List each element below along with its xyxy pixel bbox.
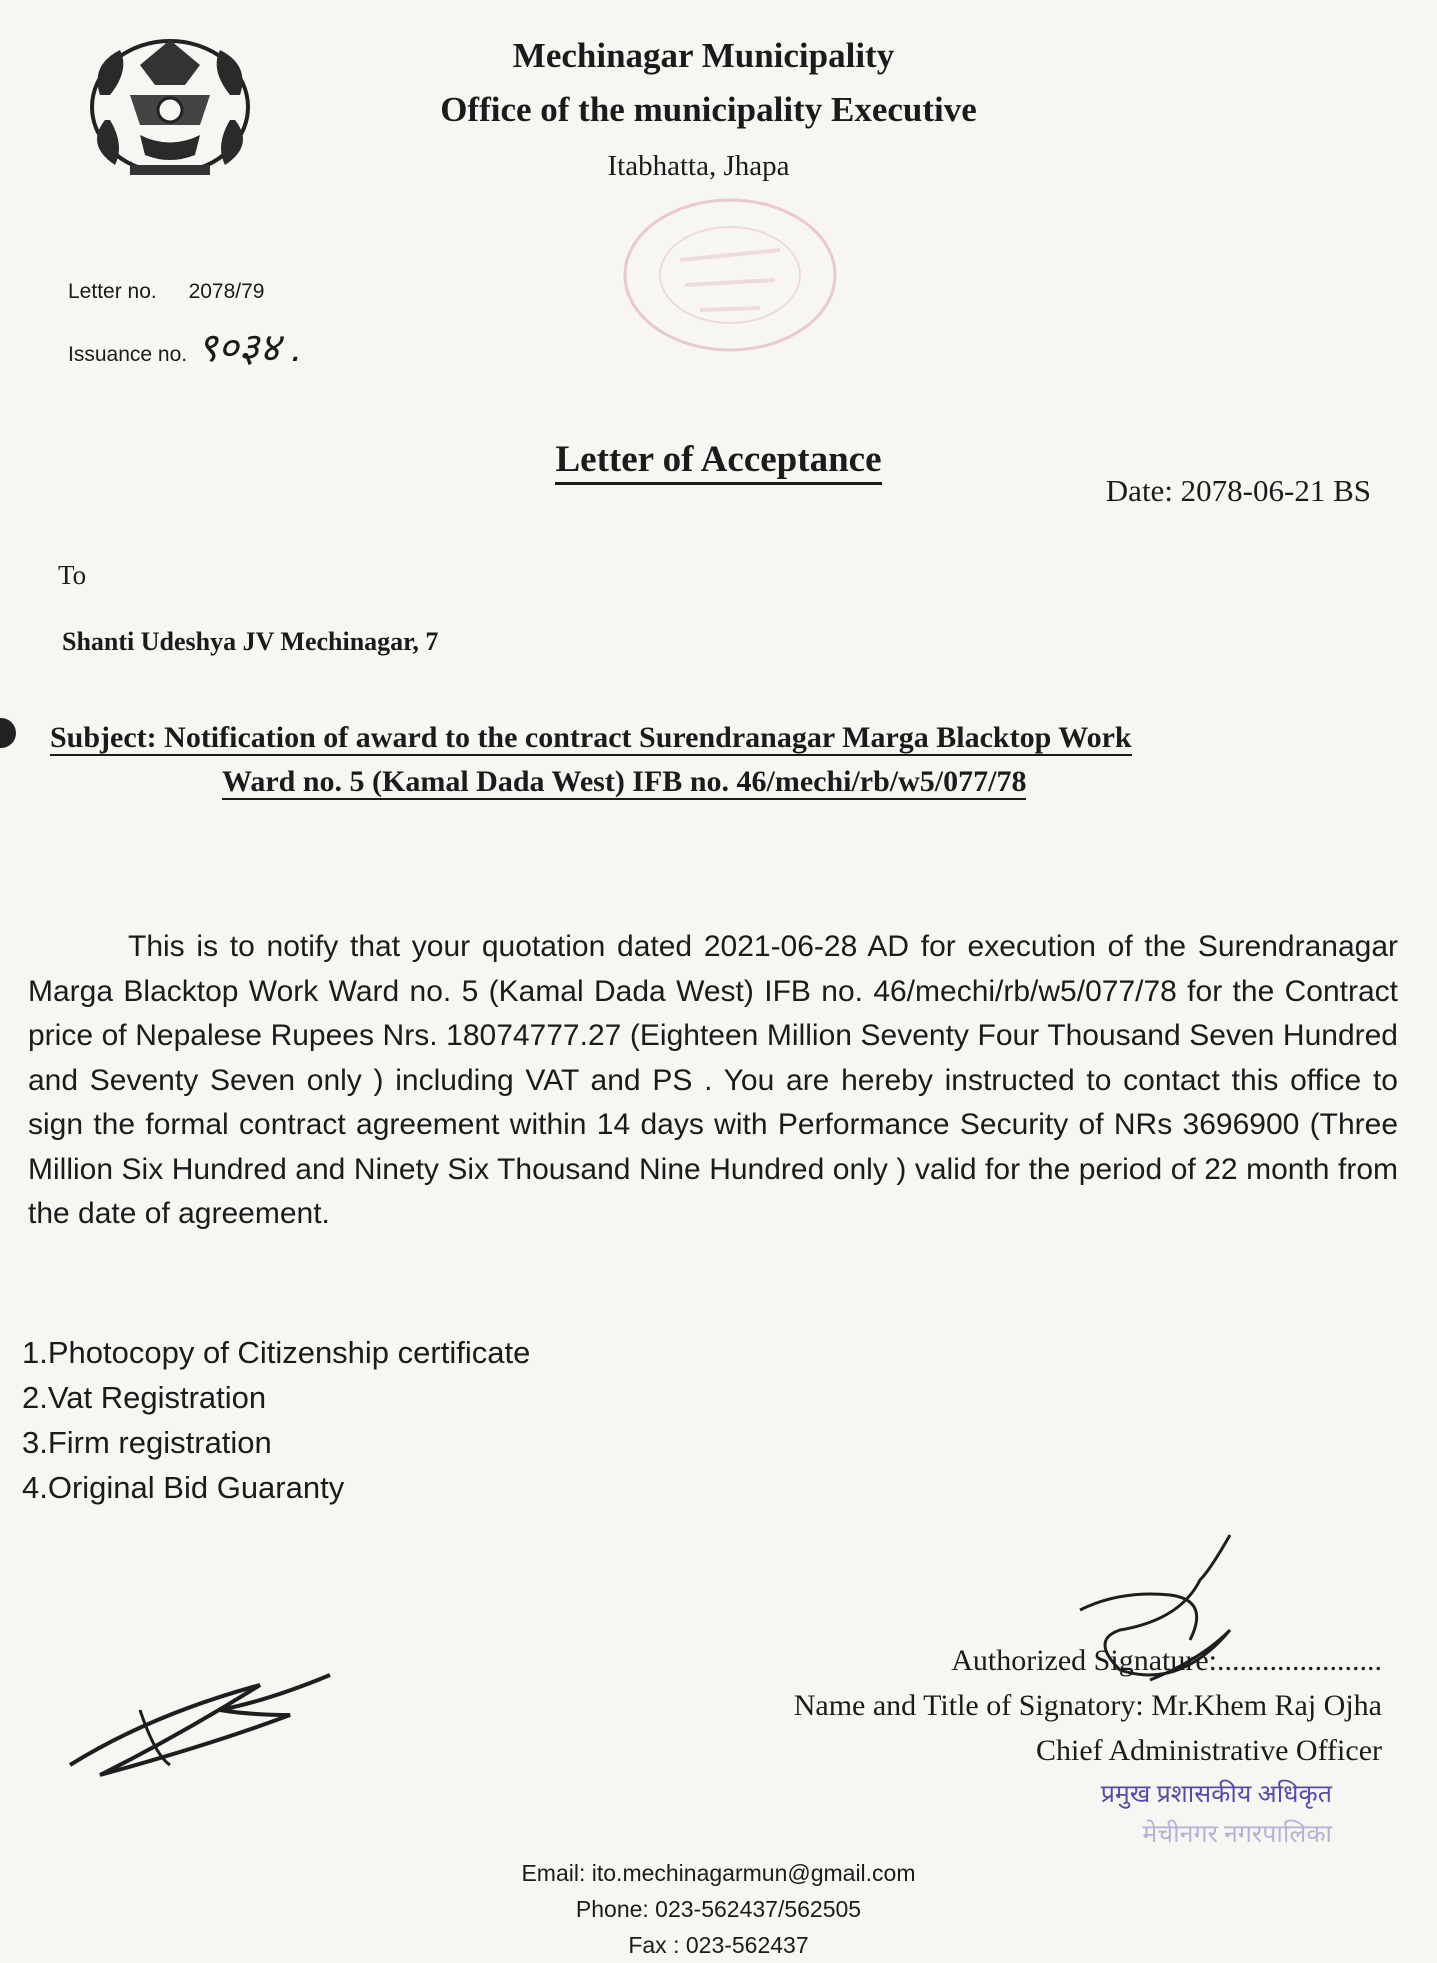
seal-line-1: प्रमुख प्रशासकीय अधिकृत [1100, 1781, 1332, 1808]
footer-email: Email: ito.mechinagarmun@gmail.com [521, 1860, 916, 1886]
signatory-position: Chief Administrative Officer [1035, 1734, 1382, 1767]
issuance-no-value: ९०३४ . [196, 326, 303, 370]
footer-fax: Fax : 023-562437 [628, 1932, 809, 1958]
binder-hole-mark [0, 718, 16, 748]
letter-no-value: 2078/79 [188, 280, 265, 303]
body-text: This is to notify that your quotation dated 2021-06-28 AD for execution of the Surendranagar Marga Blacktop Work Ward no. 5 (Kamal Dada West) IFB no. 46/mechi/rb/w5/077/78 for the Contract price of Nepalese Rupees Nrs. 18074777.27 (Eighteen Million Seventy Four Thousand Seven Hundred and Seventy Seven only ) including VAT and PS . You are hereby instructed to contact this office to sign the formal contract agreement within 14 days with Performance Security of NRs 3696900 (Three Million Six Hundred and Ninety Six Thousand Nine Hundred only ) valid for the period of 22 month from the date of agreement. [28, 930, 1398, 1230]
handwritten-signature-left [60, 1655, 340, 1785]
requirement-item: 4.Original Bid Guaranty [22, 1470, 345, 1505]
requirement-item: 2.Vat Registration [22, 1380, 267, 1415]
footer-phone: Phone: 023-562437/562505 [575, 1896, 862, 1922]
subject-block [50, 716, 1390, 804]
requirement-item: 1.Photocopy of Citizenship certificate [22, 1335, 531, 1370]
requirements-list [22, 1330, 530, 1510]
municipality-name: Mechinagar Municipality [512, 36, 895, 75]
recipient-name: Shanti Udeshya JV Mechinagar, 7 [62, 627, 439, 656]
contact-footer [0, 1855, 1437, 1963]
letter-no-label: Letter no. [68, 280, 157, 303]
letter-date: Date: 2078-06-21 BS [1105, 473, 1371, 508]
issuance-no-label: Issuance no. [68, 343, 188, 366]
body-paragraph [28, 925, 1398, 1237]
signatory-name-title: Name and Title of Signatory: Mr.Khem Raj Ojha [793, 1689, 1382, 1722]
office-name: Office of the municipality Executive [440, 90, 977, 129]
seal-line-2: मेचीनगर नगरपालिका [1142, 1821, 1332, 1848]
issuance-number [68, 318, 302, 373]
letter-title: Letter of Acceptance [0, 438, 1437, 481]
official-seal-text [1101, 1775, 1332, 1855]
signatory-block [794, 1638, 1382, 1773]
authorized-signature-line: Authorized Signature:...................... [951, 1644, 1382, 1677]
subject-line-1: Subject: Notification of award to the contract Surendranagar Marga Blacktop Work [50, 721, 1132, 754]
faint-office-stamp [610, 190, 850, 360]
requirement-item: 3.Firm registration [22, 1425, 272, 1460]
to-label: To [58, 560, 87, 590]
office-location: Itabhatta, Jhapa [607, 150, 790, 182]
letter-number [68, 280, 265, 304]
subject-line-2: Ward no. 5 (Kamal Dada West) IFB no. 46/mechi/rb/w5/077/78 [222, 765, 1027, 798]
